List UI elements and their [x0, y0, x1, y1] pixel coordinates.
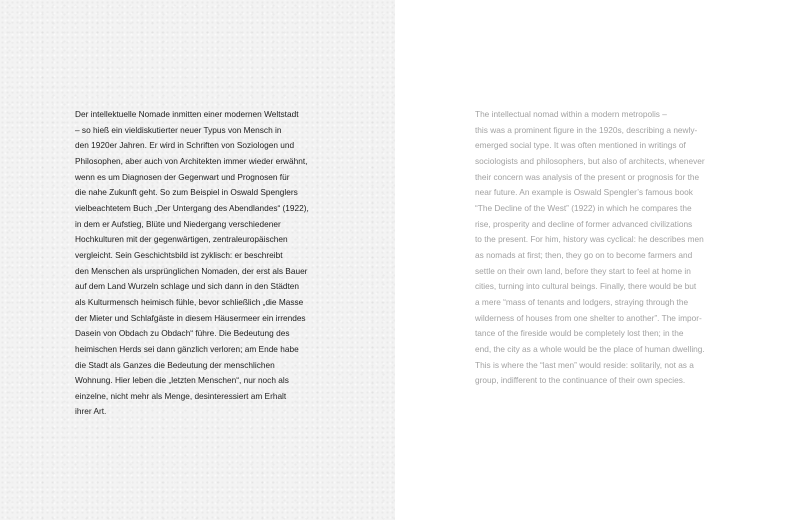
text-line: to the present. For him, history was cyclical: he describes men	[475, 234, 704, 245]
text-line: Hochkulturen mit der gegenwärtigen, zentraleuropäischen	[75, 234, 288, 245]
text-line: Philosophen, aber auch von Architekten immer wieder erwähnt,	[75, 155, 308, 166]
english-text-block	[475, 107, 705, 389]
text-line: sociologists and philosophers, but also of architects, whenever	[475, 155, 705, 166]
text-line: their concern was analysis of the present or prognosis for the	[475, 171, 700, 182]
text-line: – so hieß ein vieldiskutierter neuer Typus von Mensch in	[75, 124, 282, 135]
text-line: den 1920er Jahren. Er wird in Schriften von Soziologen und	[75, 140, 295, 151]
text-line: heimischen Herds sei dann gänzlich verloren; am Ende habe	[75, 343, 299, 354]
text-line: Wohnung. Hier leben die „letzten Menschen“, nur noch als	[75, 375, 289, 386]
text-line: cities, turning into cultural beings. Finally, there would be but	[475, 281, 697, 292]
text-line: der Mieter und Schlafgäste in diesem Häusermeer ein irrendes	[75, 312, 306, 323]
text-line: den Menschen als ursprünglichen Nomaden, der erst als Bauer	[75, 265, 308, 276]
text-line: tance of the fireside would be completely lost then; in the	[475, 328, 684, 339]
text-line: als Kulturmensch heimisch fühle, bevor schließlich „die Masse	[75, 296, 304, 307]
text-line: vergleicht. Sein Geschichtsbild ist zyklisch: er beschreibt	[75, 249, 283, 260]
text-line: end, the city as a whole would be the place of human dwelling.	[475, 343, 705, 354]
text-line: die Stadt als Ganzes die Bedeutung der menschlichen	[75, 359, 275, 370]
text-line: near future. An example is Oswald Spengler’s famous book	[475, 187, 693, 198]
text-line: die nahe Zukunft geht. So zum Beispiel in Oswald Spenglers	[75, 187, 298, 198]
text-line: einzelne, nicht mehr als Menge, desinteressiert am Erhalt	[75, 390, 287, 401]
text-line: vielbeachtetem Buch „Der Untergang des Abendlandes“ (1922),	[75, 202, 309, 213]
text-line: wilderness of houses from one shelter to another”. The impor-	[475, 312, 702, 323]
text-line: This is where the “last men” would reside: solitarily, not as a	[475, 359, 694, 370]
text-line: in dem er Aufstieg, Blüte und Niedergang verschiedener	[75, 218, 281, 229]
text-line: “The Decline of the West” (1922) in which he compares the	[475, 202, 692, 213]
text-line: auf dem Land Wurzeln schlage und sich dann in den Städten	[75, 281, 300, 292]
text-line: wenn es um Diagnosen der Gegenwart und Prognosen für	[75, 171, 290, 182]
text-line: Dasein von Obdach zu Obdach“ führe. Die Bedeutung des	[75, 328, 290, 339]
german-text-block	[75, 107, 309, 420]
text-line: emerged social type. It was often mentioned in writings of	[475, 140, 686, 151]
text-line: group, indifferent to the continuance of their own species.	[475, 375, 686, 386]
text-line: ihrer Art.	[75, 406, 107, 417]
text-line: this was a prominent figure in the 1920s, describing a newly-	[475, 124, 698, 135]
text-line: settle on their own land, before they start to feel at home in	[475, 265, 691, 276]
text-line: rise, prosperity and decline of former advanced civilizations	[475, 218, 693, 229]
text-line: Der intellektuelle Nomade inmitten einer modernen Weltstadt	[75, 109, 299, 119]
text-line: a mere “mass of tenants and lodgers, straying through the	[475, 296, 689, 307]
text-line: as nomads at first; then, they go on to become farmers and	[475, 249, 693, 260]
text-line: The intellectual nomad within a modern metropolis –	[475, 109, 667, 119]
